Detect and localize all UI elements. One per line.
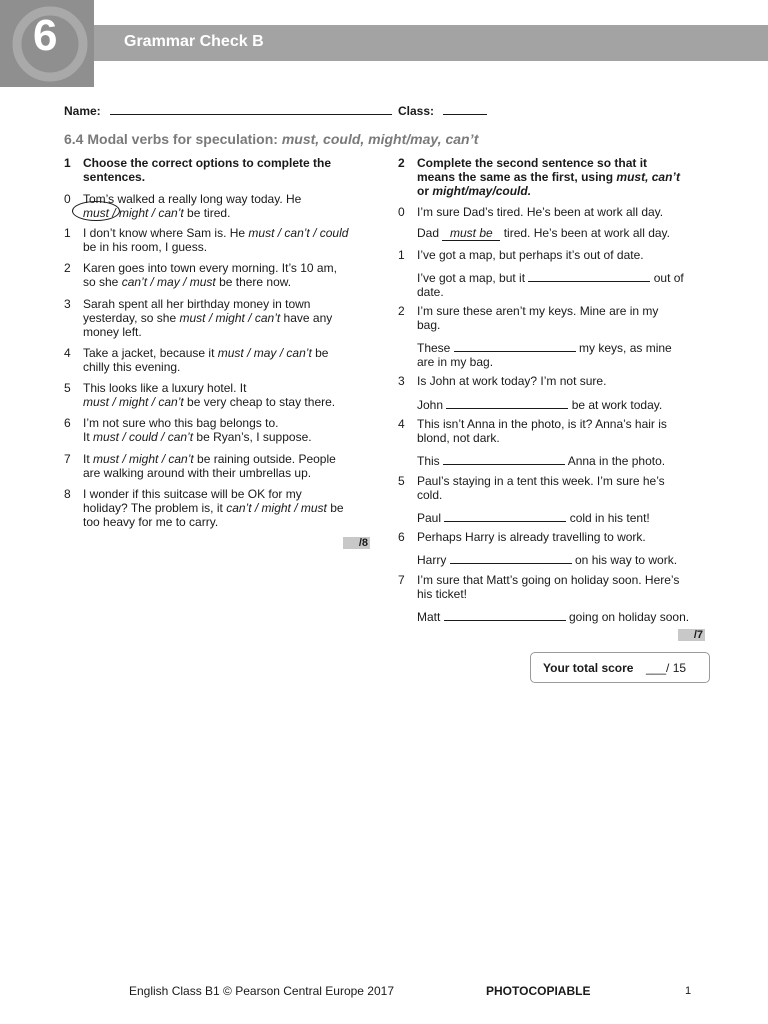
footer-page-number: 1 [685,985,692,997]
item-text: I’m not sure who this bag belongs to. [83,416,279,430]
first-sentence: I’m sure Dad’s tired. He’s been at work all day. [417,205,664,219]
item-text: It [83,430,94,444]
item-text: Karen goes into town every morning. It’s 10 am, [83,261,337,275]
second-sentence: Paul cold in his tent! [417,511,650,525]
item-text: yesterday, so she [83,311,180,325]
first-sentence: Is John at work today? I’m not sure. [417,374,607,388]
name-field[interactable] [64,102,392,118]
item-text: be [326,501,344,515]
item-number: 5 [398,474,405,488]
second-sentence: These my keys, as mine are in my bag. [417,341,672,369]
item-number: 0 [398,205,405,219]
item-number: 8 [64,487,71,501]
footer-copyright: English Class B1 © Pearson Central Europe 2017 [129,984,394,998]
second-sentence: I’ve got a map, but it out of date. [417,271,684,299]
item-number: 1 [398,248,405,262]
answer-options[interactable]: can’t / might / must [226,501,327,515]
first-sentence: his ticket! [417,587,468,601]
item-text: be [311,346,329,360]
unit-badge [0,0,94,87]
item-number: 7 [398,573,405,587]
second-sentence: John be at work today. [417,398,663,412]
item-number: 6 [64,416,71,430]
footer-photocopiable: PHOTOCOPIABLE [486,984,591,998]
answer-options[interactable]: must / could / can’t [93,430,194,444]
first-sentence: Paul’s staying in a tent this week. I’m sure he’s [417,474,665,488]
unit-number: 6 [33,11,58,60]
first-sentence: bag. [417,318,441,332]
first-sentence: I’m sure that Matt’s going on holiday soon. Here’s [417,573,680,587]
item-text: so she [83,275,122,289]
first-sentence: blond, not dark. [417,431,500,445]
item-number: 3 [64,297,71,311]
item-text: be in his room, I guess. [83,240,208,254]
item-text: Take a jacket, because it [83,346,218,360]
answer-blank[interactable] [444,509,566,522]
answer-options[interactable]: must / might / can’t [93,452,194,466]
first-sentence: I’ve got a map, but perhaps it’s out of date. [417,248,644,262]
answer-options[interactable]: must / might / can’t [83,206,184,220]
item-text: are walking around with their umbrellas up. [83,466,312,480]
total-score-value: ___/ 15 [646,661,687,675]
name-label: Name: [64,104,101,118]
task2-heading: 2 Complete the second sentence so that it means the same as the first, using must, can’t or might/may/could. [398,156,680,198]
answer-circle [72,201,120,221]
first-sentence: cold. [417,488,443,502]
task2-score: /7 [678,629,705,641]
item-number: 2 [64,261,71,275]
page-title: Grammar Check B [124,33,264,50]
item-text: chilly this evening. [83,360,181,374]
item-number: 6 [398,530,405,544]
item-number: 4 [398,417,405,431]
answer-options[interactable]: must / can’t / could [248,226,349,240]
name-line[interactable] [110,102,392,115]
answer-blank[interactable] [450,551,572,564]
total-score-label: Your total score [543,661,634,675]
item-text: be Ryan’s, I suppose. [193,430,312,444]
answer-options[interactable]: must / might / can’t [83,395,184,409]
item-text: I wonder if this suitcase will be OK for my [83,487,302,501]
class-field[interactable] [398,102,487,118]
item-text: be tired. [183,206,231,220]
item-number: 3 [398,374,405,388]
second-sentence: This Anna in the photo. [417,454,666,468]
second-sentence: Matt going on holiday soon. [417,610,690,624]
item-text: Tom’s walked a really long way today. He [83,192,302,206]
item-text: be very cheap to stay there. [183,395,336,409]
item-text: be raining outside. People [193,452,336,466]
class-label: Class: [398,104,435,118]
item-number: 2 [398,304,405,318]
second-sentence: Dad must be tired. He’s been at work all day. [417,226,670,240]
example-answer: must be [442,226,500,241]
item-number: 0 [64,192,71,206]
item-text: be there now. [215,275,292,289]
second-sentence: Harry on his way to work. [417,553,678,567]
item-number: 1 [64,226,71,240]
answer-options[interactable]: must / may / can’t [217,346,312,360]
item-text: too heavy for me to carry. [83,515,219,529]
item-number: 7 [64,452,71,466]
answer-blank[interactable] [528,269,650,282]
answer-blank[interactable] [446,396,568,409]
answer-options[interactable]: can’t / may / must [121,275,216,289]
section-title: 6.4 Modal verbs for speculation: must, could, might/may, can’t [64,131,479,147]
item-number: 5 [64,381,71,395]
class-line[interactable] [443,102,487,115]
item-text: money left. [83,325,142,339]
first-sentence: This isn’t Anna in the photo, is it? Anna’s hair is [417,417,667,431]
item-text: I don’t know where Sam is. He [83,226,249,240]
item-number: 4 [64,346,71,360]
first-sentence: Perhaps Harry is already travelling to work. [417,530,646,544]
task1-score: /8 [343,537,370,549]
answer-blank[interactable] [443,452,565,465]
answer-blank[interactable] [444,608,566,621]
first-sentence: I’m sure these aren’t my keys. Mine are in my [417,304,659,318]
total-score-box [530,652,710,683]
task1-heading: 1 Choose the correct options to complete the sentences. [64,156,332,184]
answer-blank[interactable] [454,339,576,352]
answer-options[interactable]: must / might / can’t [179,311,281,325]
item-text: holiday? The problem is, it [83,501,227,515]
item-text: have any [280,311,333,325]
item-text: Sarah spent all her birthday money in town [83,297,311,311]
item-text: It [83,452,94,466]
item-text: This looks like a luxury hotel. It [83,381,247,395]
